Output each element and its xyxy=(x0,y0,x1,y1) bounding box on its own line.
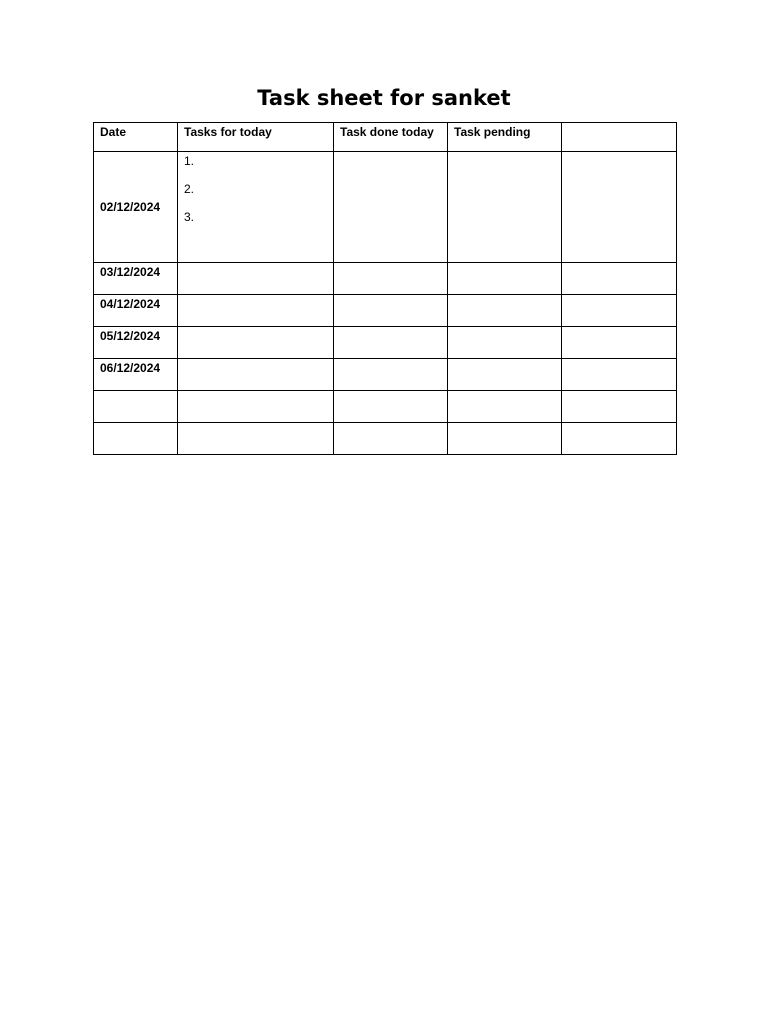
date-cell: 03/12/2024 xyxy=(94,263,178,295)
extra-cell[interactable] xyxy=(562,295,677,327)
tasks-cell[interactable] xyxy=(178,295,334,327)
tasks-cell[interactable] xyxy=(178,359,334,391)
task-item: 2. xyxy=(184,182,195,196)
table-row xyxy=(94,359,677,391)
date-cell[interactable] xyxy=(94,423,178,455)
header-row xyxy=(94,123,677,152)
pending-cell[interactable] xyxy=(448,423,562,455)
document-title: Task sheet for sanket xyxy=(257,86,511,110)
done-cell[interactable] xyxy=(334,152,448,263)
task-table xyxy=(93,122,677,455)
task-list xyxy=(184,152,327,237)
done-cell[interactable] xyxy=(334,391,448,423)
date-cell: 06/12/2024 xyxy=(94,359,178,391)
extra-cell[interactable] xyxy=(562,327,677,359)
tasks-cell[interactable] xyxy=(178,152,334,263)
table-row xyxy=(94,295,677,327)
pending-cell[interactable] xyxy=(448,327,562,359)
done-cell[interactable] xyxy=(334,327,448,359)
date-cell: 02/12/2024 xyxy=(94,152,178,263)
pending-cell[interactable] xyxy=(448,263,562,295)
tasks-cell[interactable] xyxy=(178,327,334,359)
task-item: 1. xyxy=(184,154,195,168)
extra-cell[interactable] xyxy=(562,152,677,263)
table-row xyxy=(94,263,677,295)
table-row xyxy=(94,152,677,263)
header-task-pending: Task pending xyxy=(448,123,562,152)
pending-cell[interactable] xyxy=(448,152,562,263)
tasks-cell[interactable] xyxy=(178,391,334,423)
table-row xyxy=(94,391,677,423)
date-cell[interactable] xyxy=(94,391,178,423)
done-cell[interactable] xyxy=(334,263,448,295)
header-extra xyxy=(562,123,677,152)
extra-cell[interactable] xyxy=(562,359,677,391)
pending-cell[interactable] xyxy=(448,295,562,327)
pending-cell[interactable] xyxy=(448,359,562,391)
table-row xyxy=(94,423,677,455)
header-date: Date xyxy=(94,123,178,152)
table-row xyxy=(94,327,677,359)
task-item: 3. xyxy=(184,210,195,224)
tasks-cell[interactable] xyxy=(178,423,334,455)
header-tasks-for-today: Tasks for today xyxy=(178,123,334,152)
extra-cell[interactable] xyxy=(562,263,677,295)
tasks-cell[interactable] xyxy=(178,263,334,295)
date-cell: 04/12/2024 xyxy=(94,295,178,327)
date-cell: 05/12/2024 xyxy=(94,327,178,359)
pending-cell[interactable] xyxy=(448,391,562,423)
done-cell[interactable] xyxy=(334,295,448,327)
extra-cell[interactable] xyxy=(562,391,677,423)
done-cell[interactable] xyxy=(334,423,448,455)
header-task-done-today: Task done today xyxy=(334,123,448,152)
extra-cell[interactable] xyxy=(562,423,677,455)
done-cell[interactable] xyxy=(334,359,448,391)
